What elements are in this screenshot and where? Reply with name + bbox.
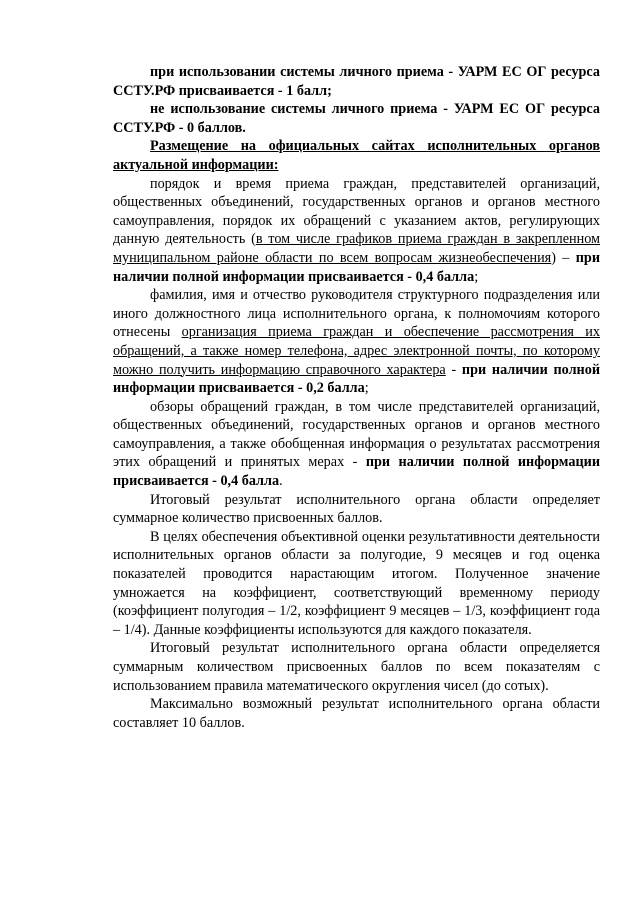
criterion-end: ; xyxy=(364,380,369,397)
criterion-separator: ) – xyxy=(551,249,576,266)
criterion-underlined-text: организация приема граждан и обеспечение рассмотрения их обращений, а также номер телефона, адрес электронной почты, по которому можно получить информацию справочного характера xyxy=(113,324,600,378)
criterion-separator: - xyxy=(445,361,462,378)
criterion-score: при наличии полной информации присваивается - 0,4 балла xyxy=(113,249,600,285)
total-result-paragraph: Итоговый результат исполнительного органа области определяет суммарное количество присвоенных баллов. xyxy=(113,491,600,527)
evaluation-method-paragraph: В целях обеспечения объективной оценки результативности деятельности исполнительных органов области за полугодие, 9 месяцев и год оценка показателей проводится нарастающим итогом. Полученное значение умножается на коэффициент, соответствующий временному периоду (коэффициент полугодия – 1/2, коэффициент 9 месяцев – 1/3, коэффициент года – 1/4). Данные коэффициенты используются для каждого показателя. xyxy=(113,528,600,638)
criterion-text: обзоры обращений граждан, в том числе представителей организаций, общественных объединений, государственных органов и органов местного самоуправления, а также обобщенная информация о результатах рассмотрения этих обращений и принятых мерах - xyxy=(113,398,600,471)
criterion-text: фамилия, имя и отчество руководителя структурного подразделения или иного должностного лица исполнительного органа, к полномочиям которого отнесены xyxy=(113,287,600,341)
criterion-reception-order xyxy=(113,175,600,287)
criterion-underlined-text: в том числе графиков приема граждан в закрепленном муниципальном районе области по всем вопросам жизнеобеспечения xyxy=(113,231,600,266)
criterion-responsible-person xyxy=(113,286,600,398)
score-line-use-system: при использовании системы личного приема - УАРМ ЕС ОГ ресурса ССТУ.РФ присваивается - 1 балл; xyxy=(113,64,600,99)
section-heading: Размещение на официальных сайтах исполнительных органов актуальной информации: xyxy=(113,138,600,173)
criterion-appeals-review xyxy=(113,398,600,491)
criterion-score: при наличии полной информации присваивается - 0,4 балла xyxy=(113,454,600,490)
rounding-rule-paragraph: Итоговый результат исполнительного органа области определяется суммарным количеством присвоенных баллов по всем показателям с использованием правила математического округления чисел (до сотых). xyxy=(113,640,600,694)
criterion-score: при наличии полной информации присваивается - 0,2 балла xyxy=(113,361,600,397)
score-line-no-system: не использование системы личного приема - УАРМ ЕС ОГ ресурса ССТУ.РФ - 0 баллов. xyxy=(113,101,600,136)
max-result-paragraph: Максимально возможный результат исполнительного органа области составляет 10 баллов. xyxy=(113,696,600,731)
criterion-end: ; xyxy=(474,268,479,285)
criterion-end: . xyxy=(279,473,283,490)
criterion-text: порядок и время приема граждан, представителей организаций, общественных объединений, государственных органов и органов местного самоуправления, порядок их обращений с указанием актов, регулирующих данную деятельность ( xyxy=(113,175,600,248)
